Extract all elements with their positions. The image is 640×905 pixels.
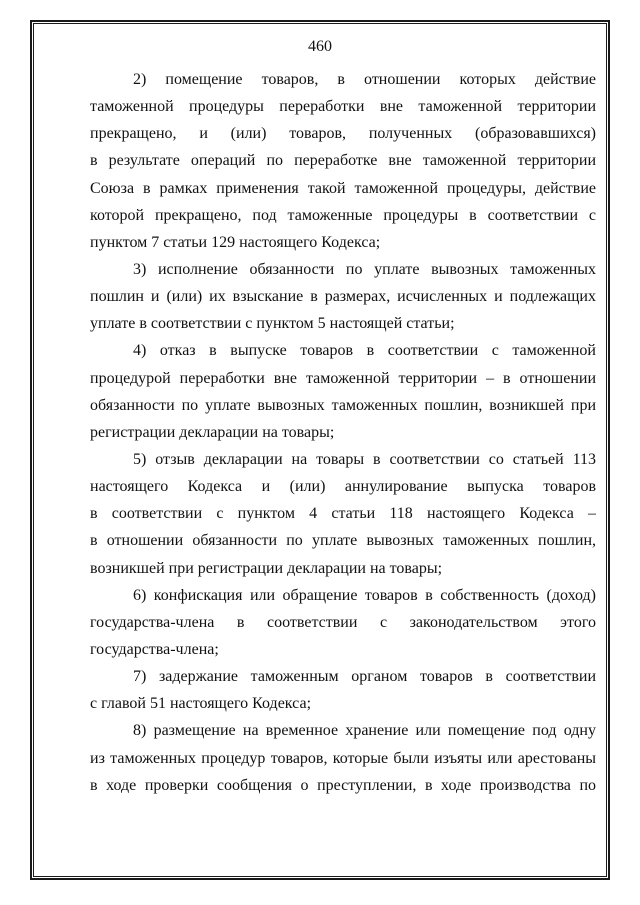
text-line: 6) конфискация или обращение товаров в собственность (доход) [133,586,596,604]
text-line: которой прекращено, под таможенные процедуры в соответствии с [90,206,596,224]
list-item [90,663,596,717]
text-line: настоящего Кодекса и (или) аннулирование выпуска товаров [90,478,596,496]
text-line: обязанности по уплате вывозных таможенных пошлин, возникшей при [90,396,596,414]
text-line: 2) помещение товаров, в отношении которых действие [133,71,596,88]
document-body [90,66,596,799]
text-line: в результате операций по переработке вне таможенной территории [90,152,596,170]
text-line: в отношении обязанности по уплате вывозных таможенных пошлин, [90,532,596,550]
text-line: из таможенных процедур товаров, которые были изъяты или арестованы [90,749,596,767]
text-line: с главой 51 настоящего Кодекса; [90,695,312,713]
list-item [90,337,596,446]
list-item [90,66,596,256]
list-item [90,717,596,798]
text-line: возникшей при регистрации декларации на товары; [90,559,443,577]
text-line: в соответствии с пунктом 4 статьи 118 настоящего Кодекса – [90,505,596,523]
list-item [90,446,596,582]
text-line: 7) задержание таможенным органом товаров в соответствии [133,668,596,686]
text-line: 3) исполнение обязанности по уплате вывозных таможенных [133,260,596,278]
list-item [90,582,596,663]
list-item [90,256,596,337]
text-line: 4) отказ в выпуске товаров в соответствии с таможенной [133,342,596,360]
text-line: процедурой переработки вне таможенной территории – в отношении [90,369,596,387]
text-line: 5) отзыв декларации на товары в соответствии со статьей 113 [133,450,596,468]
text-line: прекращено, и (или) товаров, полученных (образовавшихся) [90,125,596,143]
text-line: государства-члена; [90,640,219,658]
text-line: пунктом 7 статьи 129 настоящего Кодекса; [90,233,381,251]
text-line: Союза в рамках применения такой таможенной процедуры, действие [90,179,596,197]
text-line: регистрации декларации на товары; [90,423,335,441]
text-line: пошлин и (или) их взыскание в размерах, исчисленных и подлежащих [90,288,596,306]
page-number: 460 [308,38,332,55]
text-line: государства-члена в соответствии с законодательством этого [90,613,596,631]
text-line: в ходе проверки сообщения о преступлении, в ходе производства по [90,776,596,794]
text-line: уплате в соответствии с пунктом 5 настоящей статьи; [90,315,455,333]
text-line: таможенной процедуры переработки вне таможенной территории [90,98,596,116]
text-line: 8) размещение на временное хранение или помещение под одну [133,722,596,740]
